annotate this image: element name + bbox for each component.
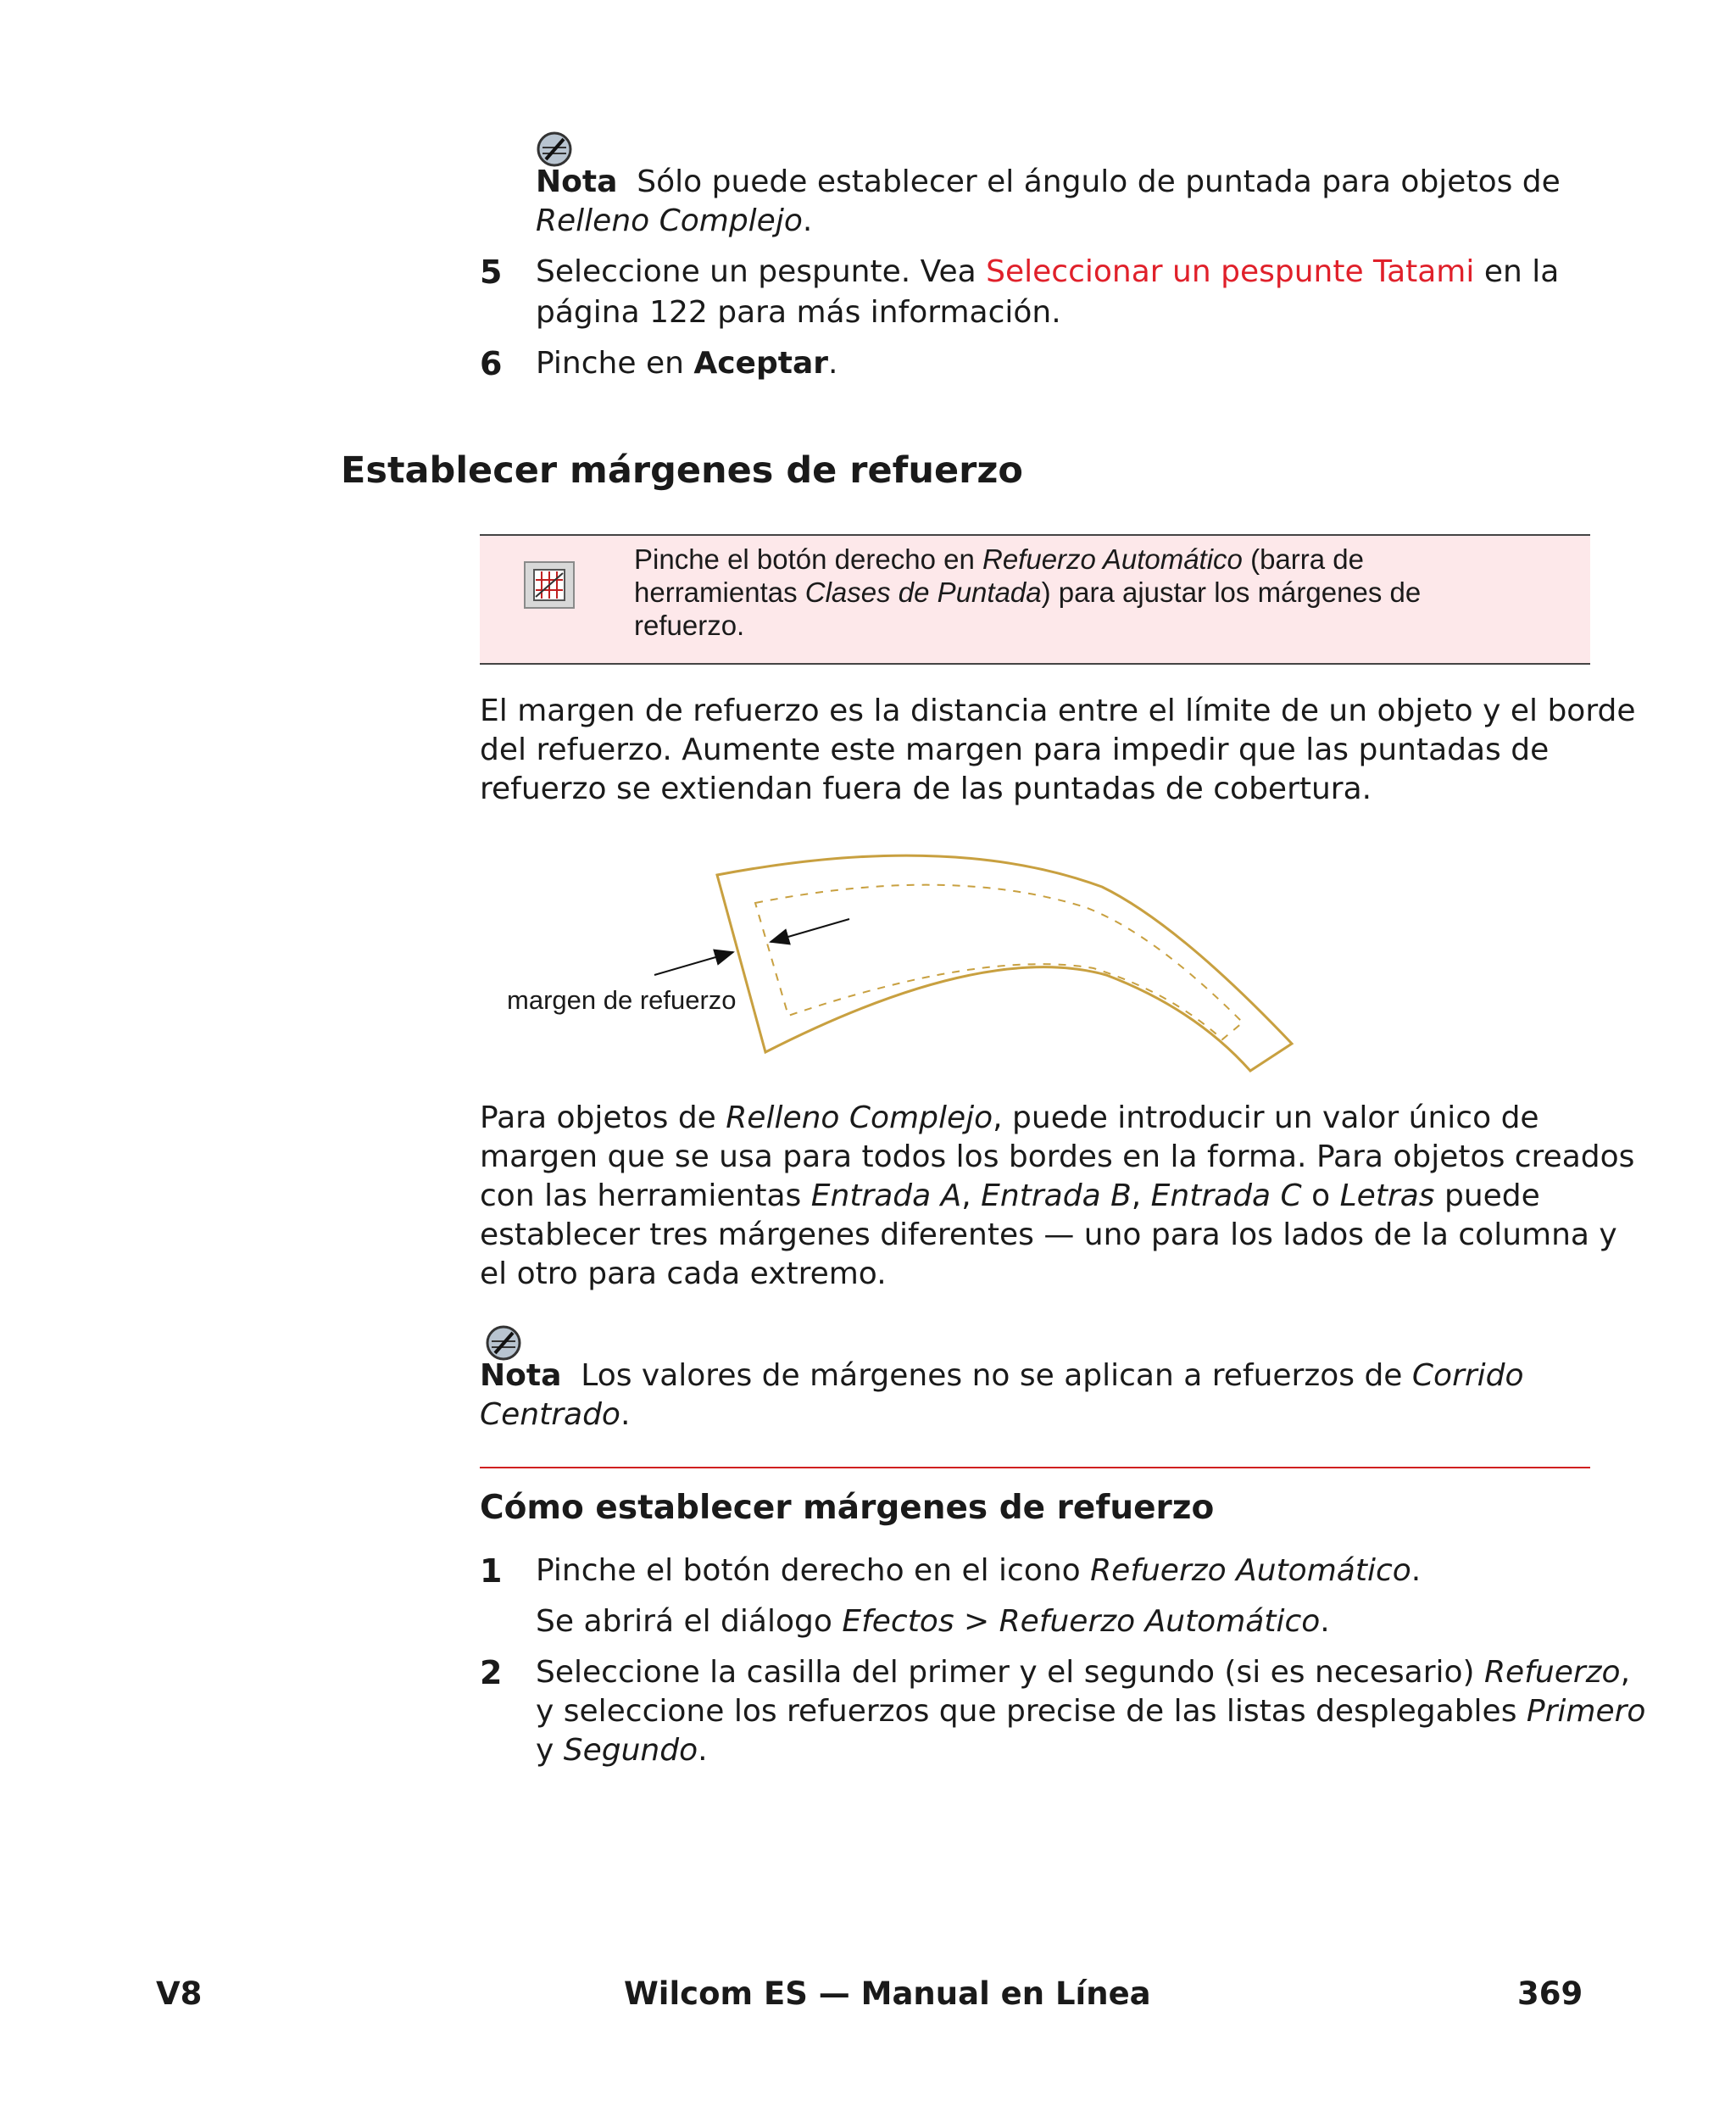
tip-segment: ) para ajustar los márgenes de (1041, 577, 1422, 608)
note-italic: Centrado (480, 1397, 620, 1432)
step-bold: Aceptar (693, 346, 829, 381)
tip-text (634, 543, 1575, 642)
para-2-line-4: establecer tres márgenes diferentes — uno para los lados de la columna y (480, 1217, 1617, 1252)
para-segment: o (1301, 1178, 1340, 1213)
note-italic: Relleno Complejo (536, 203, 803, 238)
tip-segment: (barra de (1242, 543, 1364, 575)
underlay-margin-figure (475, 839, 1322, 1085)
para-segment: puede (1434, 1178, 1540, 1213)
auto-underlay-icon (526, 563, 573, 607)
para-1-line-3: refuerzo se extiendan fuera de las puntadas de cobertura. (480, 772, 1372, 806)
para-1-line-1: El margen de refuerzo es la distancia entre el límite de un objeto y el borde (480, 694, 1636, 728)
figure-label: margen de refuerzo (507, 985, 737, 1015)
step-text: y (536, 1733, 564, 1768)
margin-arrow-right (771, 919, 849, 942)
step-text: Seleccione un pespunte. Vea (536, 254, 987, 289)
footer-title: Wilcom ES — Manual en Línea (624, 1975, 1151, 2012)
object-outline (717, 855, 1292, 1071)
step-text: Pinche el botón derecho en el icono (536, 1553, 1091, 1588)
para-segment: , (1131, 1178, 1151, 1213)
step-italic: Refuerzo Automático (1090, 1553, 1411, 1588)
link-seleccionar-pespunte-tatami[interactable]: Seleccionar un pespunte Tatami (986, 254, 1475, 289)
step-1-result (536, 1602, 1330, 1641)
step-text: . (828, 346, 838, 381)
step-text: . (1410, 1553, 1422, 1588)
step-text: , (1620, 1655, 1631, 1690)
para-italic: Relleno Complejo (726, 1100, 993, 1135)
underlay-outline (755, 885, 1243, 1039)
note-text: Sólo puede establecer el ángulo de puntada para objetos de (637, 164, 1561, 199)
step-2-line-2 (536, 1692, 1645, 1731)
para-1-line-2: del refuerzo. Aumente este margen para impedir que las puntadas de (480, 733, 1550, 767)
step-number: 2 (480, 1654, 503, 1691)
note-1-line-2 (536, 202, 812, 241)
para-segment: , puede introducir un valor único de (993, 1100, 1539, 1135)
para-segment: Para objetos de (480, 1100, 726, 1135)
step-italic: Primero (1526, 1694, 1646, 1729)
tip-segment: herramientas (634, 577, 805, 608)
step-italic: Efectos (842, 1604, 954, 1639)
para-2-line-3 (480, 1177, 1540, 1216)
footer-page-number: 369 (1517, 1975, 1583, 2012)
step-2-line-3 (536, 1731, 708, 1770)
note-2-line-2 (480, 1396, 630, 1435)
step-italic: Segundo (563, 1733, 698, 1768)
step-1-line (536, 1552, 1421, 1591)
note-2 (480, 1357, 1524, 1396)
step-number: 6 (480, 345, 503, 382)
procedure-title: Cómo establecer márgenes de refuerzo (480, 1489, 1215, 1527)
step-number: 5 (480, 253, 503, 291)
para-italic: Letras (1339, 1178, 1435, 1213)
section-title: Establecer márgenes de refuerzo (341, 449, 1023, 492)
step-2-line-1 (536, 1653, 1630, 1692)
para-italic: Entrada A (810, 1178, 962, 1213)
para-2-line-2: margen que se usa para todos los bordes en la forma. Para objetos creados (480, 1139, 1635, 1174)
tip-line-2 (634, 576, 1575, 609)
tip-line-3: refuerzo. (634, 610, 745, 641)
note-1 (536, 163, 1561, 202)
step-text: > (954, 1604, 999, 1639)
tip-segment: Pinche el botón derecho en (634, 543, 982, 575)
step-5-line-1 (536, 253, 1559, 292)
step-text: . (698, 1733, 708, 1768)
note-label: Nota (480, 1358, 562, 1393)
auto-underlay-button[interactable] (524, 561, 575, 609)
step-text: y seleccione los refuerzos que precise de las listas desplegables (536, 1694, 1527, 1729)
note-end: . (620, 1397, 631, 1432)
step-6-line (536, 344, 837, 383)
tip-line-1 (634, 543, 1575, 576)
step-text: Seleccione la casilla del primer y el segundo (si es necesario) (536, 1655, 1485, 1690)
note-label: Nota (536, 164, 618, 199)
step-italic: Refuerzo (1484, 1655, 1621, 1690)
step-text: en la (1474, 254, 1560, 289)
para-segment: , (961, 1178, 982, 1213)
note-text: Los valores de márgenes no se aplican a refuerzos de (581, 1358, 1403, 1393)
para-2-line-5: el otro para cada extremo. (480, 1256, 887, 1291)
para-segment: con las herramientas (480, 1178, 811, 1213)
margin-arrow-left (654, 952, 733, 975)
para-italic: Entrada B (981, 1178, 1132, 1213)
step-5-line-2: página 122 para más información. (536, 295, 1061, 330)
step-text: Se abrirá el diálogo (536, 1604, 843, 1639)
tip-italic: Clases de Puntada (804, 577, 1042, 608)
step-text: . (1320, 1604, 1330, 1639)
note-italic: Corrido (1411, 1358, 1524, 1393)
step-text: Pinche en (536, 346, 694, 381)
tip-italic: Refuerzo Automático (982, 543, 1243, 575)
step-number: 1 (480, 1552, 503, 1590)
note-end: . (802, 203, 813, 238)
step-italic: Refuerzo Automático (999, 1604, 1321, 1639)
para-2-line-1 (480, 1099, 1539, 1138)
para-italic: Entrada C (1150, 1178, 1302, 1213)
section-divider (480, 1467, 1590, 1468)
footer-version: V8 (156, 1975, 203, 2012)
